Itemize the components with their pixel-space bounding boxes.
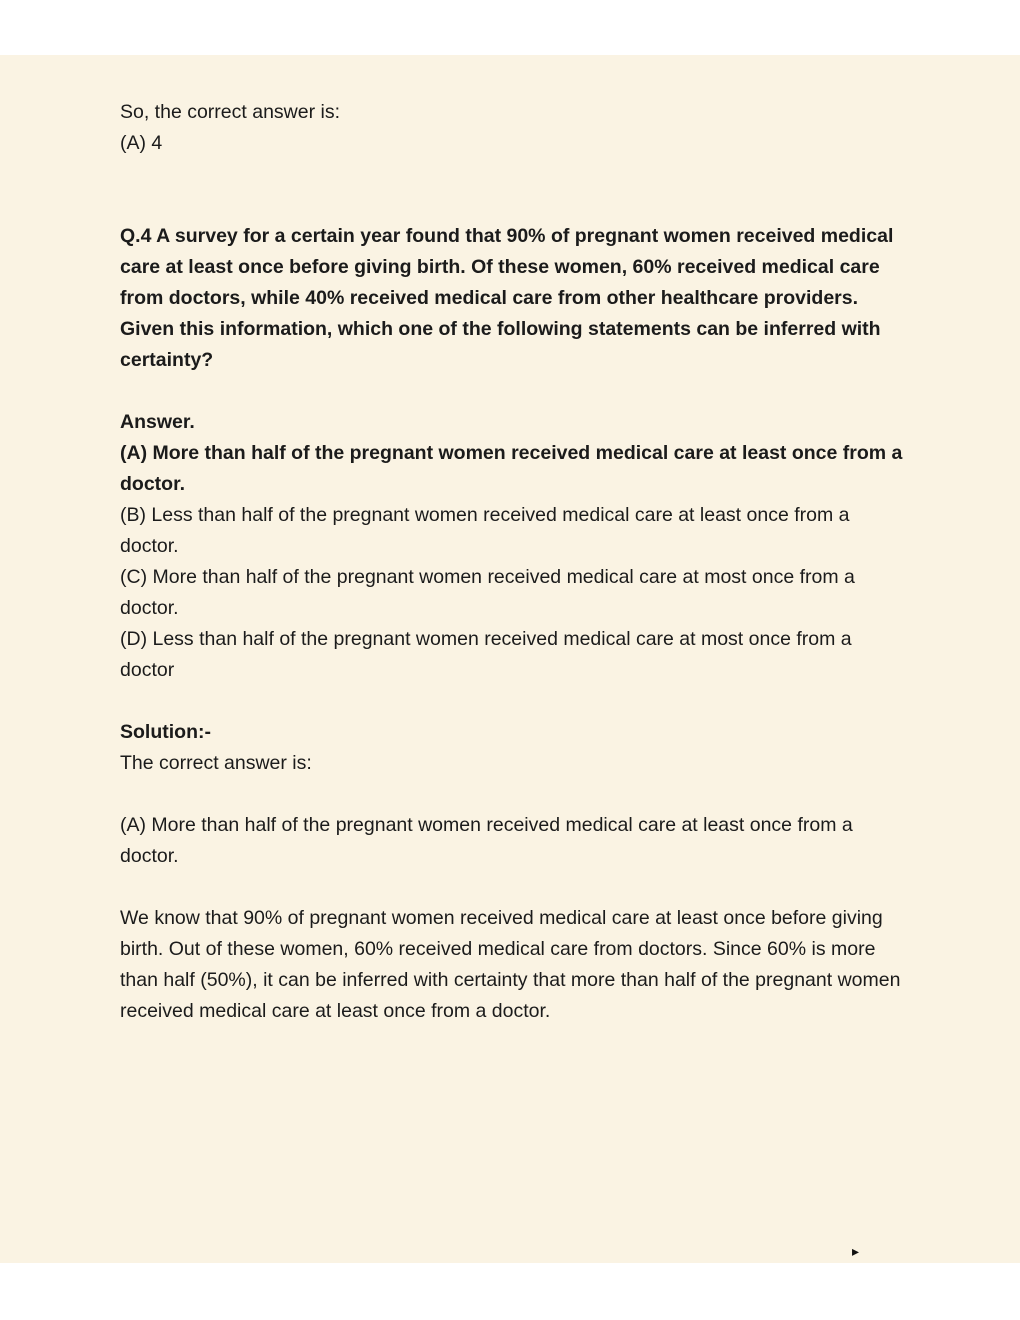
previous-answer-line: (A) 4 bbox=[120, 132, 163, 154]
top-margin-band bbox=[0, 0, 1020, 55]
question-text: Q.4 A survey for a certain year found that 90% of pregnant women received medical care at least once before giving birth. Of these women, 60% received medical care from doctors, while 40% received medical care from other healthcare providers. bbox=[120, 225, 894, 309]
cursor-icon: ▸ bbox=[852, 1243, 860, 1259]
intro-line: So, the correct answer is: bbox=[120, 101, 341, 123]
solution-answer-line: (A) More than half of the pregnant women received medical care at least once from a doctor. bbox=[120, 814, 853, 867]
bottom-margin-band bbox=[0, 1263, 1020, 1320]
option-a: (A) More than half of the pregnant women received medical care at least once from a doctor. bbox=[120, 442, 903, 495]
document-body bbox=[120, 97, 904, 1027]
question-prompt: Given this information, which one of the following statements can be inferred with certainty? bbox=[120, 318, 881, 371]
solution-heading: Solution:- bbox=[120, 721, 211, 743]
option-c: (C) More than half of the pregnant women received medical care at most once from a doctor. bbox=[120, 566, 855, 619]
option-b: (B) Less than half of the pregnant women received medical care at least once from a doctor. bbox=[120, 504, 850, 557]
solution-intro-line: The correct answer is: bbox=[120, 752, 312, 774]
solution-explanation: We know that 90% of pregnant women received medical care at least once before giving birth. Out of these women, 60% received medical care from doctors. Since 60% is more than half (50%), it can be inferred with certainty that more than half of the pregnant women received medical care at least once from a doctor. bbox=[120, 907, 901, 1022]
option-d: (D) Less than half of the pregnant women received medical care at most once from a doctor bbox=[120, 628, 852, 681]
answer-heading: Answer. bbox=[120, 411, 195, 433]
